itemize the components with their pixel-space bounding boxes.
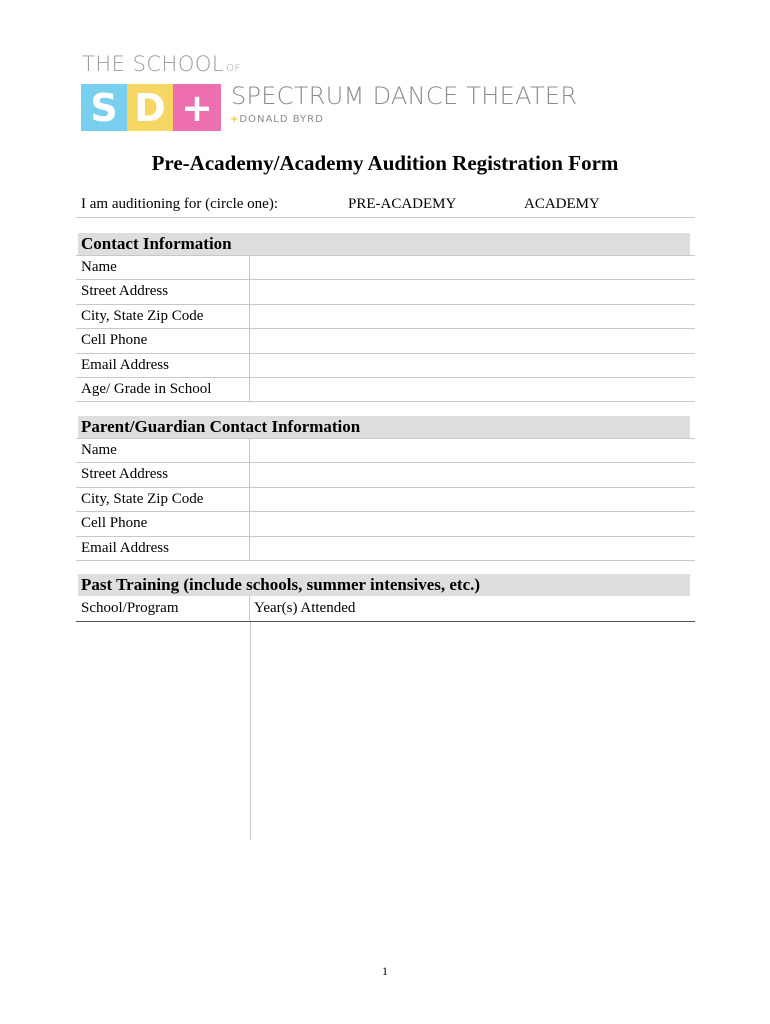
page-number: 1 [382,964,388,978]
contact-name-field[interactable] [250,256,695,279]
form-row [76,354,695,378]
training-table-body [76,622,695,840]
field-label: City, State Zip Code [76,488,250,511]
training-section-header: Past Training (include schools, summer intensives, etc.) [78,574,690,596]
contact-phone-field[interactable] [250,329,695,352]
field-label: Street Address [76,463,250,486]
contact-city-field[interactable] [250,305,695,328]
field-label: Cell Phone [76,329,250,352]
logo-plus-block: + [173,84,221,131]
logo-donald-byrd [230,114,324,125]
field-label: Email Address [76,537,250,560]
contact-email-field[interactable] [250,354,695,377]
school-program-column-header: School/Program [76,596,250,621]
logo-d-block: D [127,84,173,131]
field-label: Street Address [76,280,250,303]
contact-age-grade-field[interactable] [250,378,695,401]
contact-section-header: Contact Information [78,233,690,255]
logo-spectrum-name: SPECTRUM DANCE THEATER [231,82,578,110]
parent-name-field[interactable] [250,439,695,462]
parent-guardian-section [76,416,695,561]
parent-phone-field[interactable] [250,512,695,535]
form-row [76,256,695,280]
parent-section-header: Parent/Guardian Contact Information [78,416,690,438]
form-row [76,537,695,561]
form-row [76,488,695,512]
form-row [76,378,695,402]
field-label: Age/ Grade in School [76,378,250,401]
form-row [76,463,695,487]
field-label: City, State Zip Code [76,305,250,328]
option-academy[interactable]: ACADEMY [524,196,600,212]
form-row [76,439,695,463]
logo-the-school-text: THE SCHOOL [82,52,225,76]
form-row [76,329,695,353]
option-pre-academy[interactable]: PRE-ACADEMY [348,196,457,212]
school-logo [80,52,640,136]
form-row [76,305,695,329]
contact-fields [76,255,695,402]
parent-street-field[interactable] [250,463,695,486]
field-label: Name [76,256,250,279]
training-table-header [76,596,695,622]
form-row [76,512,695,536]
parent-city-field[interactable] [250,488,695,511]
field-label: Email Address [76,354,250,377]
logo-school-of [82,52,241,76]
years-attended-entry-area[interactable] [251,622,695,840]
field-label: Name [76,439,250,462]
contact-information-section [76,233,695,402]
logo-sub-text: DONALD BYRD [239,114,324,125]
past-training-section [76,574,695,840]
field-label: Cell Phone [76,512,250,535]
parent-fields [76,438,695,561]
contact-street-field[interactable] [250,280,695,303]
parent-email-field[interactable] [250,537,695,560]
form-row [76,280,695,304]
school-program-entry-area[interactable] [76,622,250,840]
logo-of-text: OF [226,63,241,74]
audition-choice-row [76,196,695,218]
form-title: Pre-Academy/Academy Audition Registration Form [151,151,619,175]
years-attended-column-header: Year(s) Attended [254,600,356,616]
audition-label: I am auditioning for (circle one): [81,196,279,212]
logo-s-block: S [81,84,127,131]
logo-sub-plus: + [230,114,240,125]
